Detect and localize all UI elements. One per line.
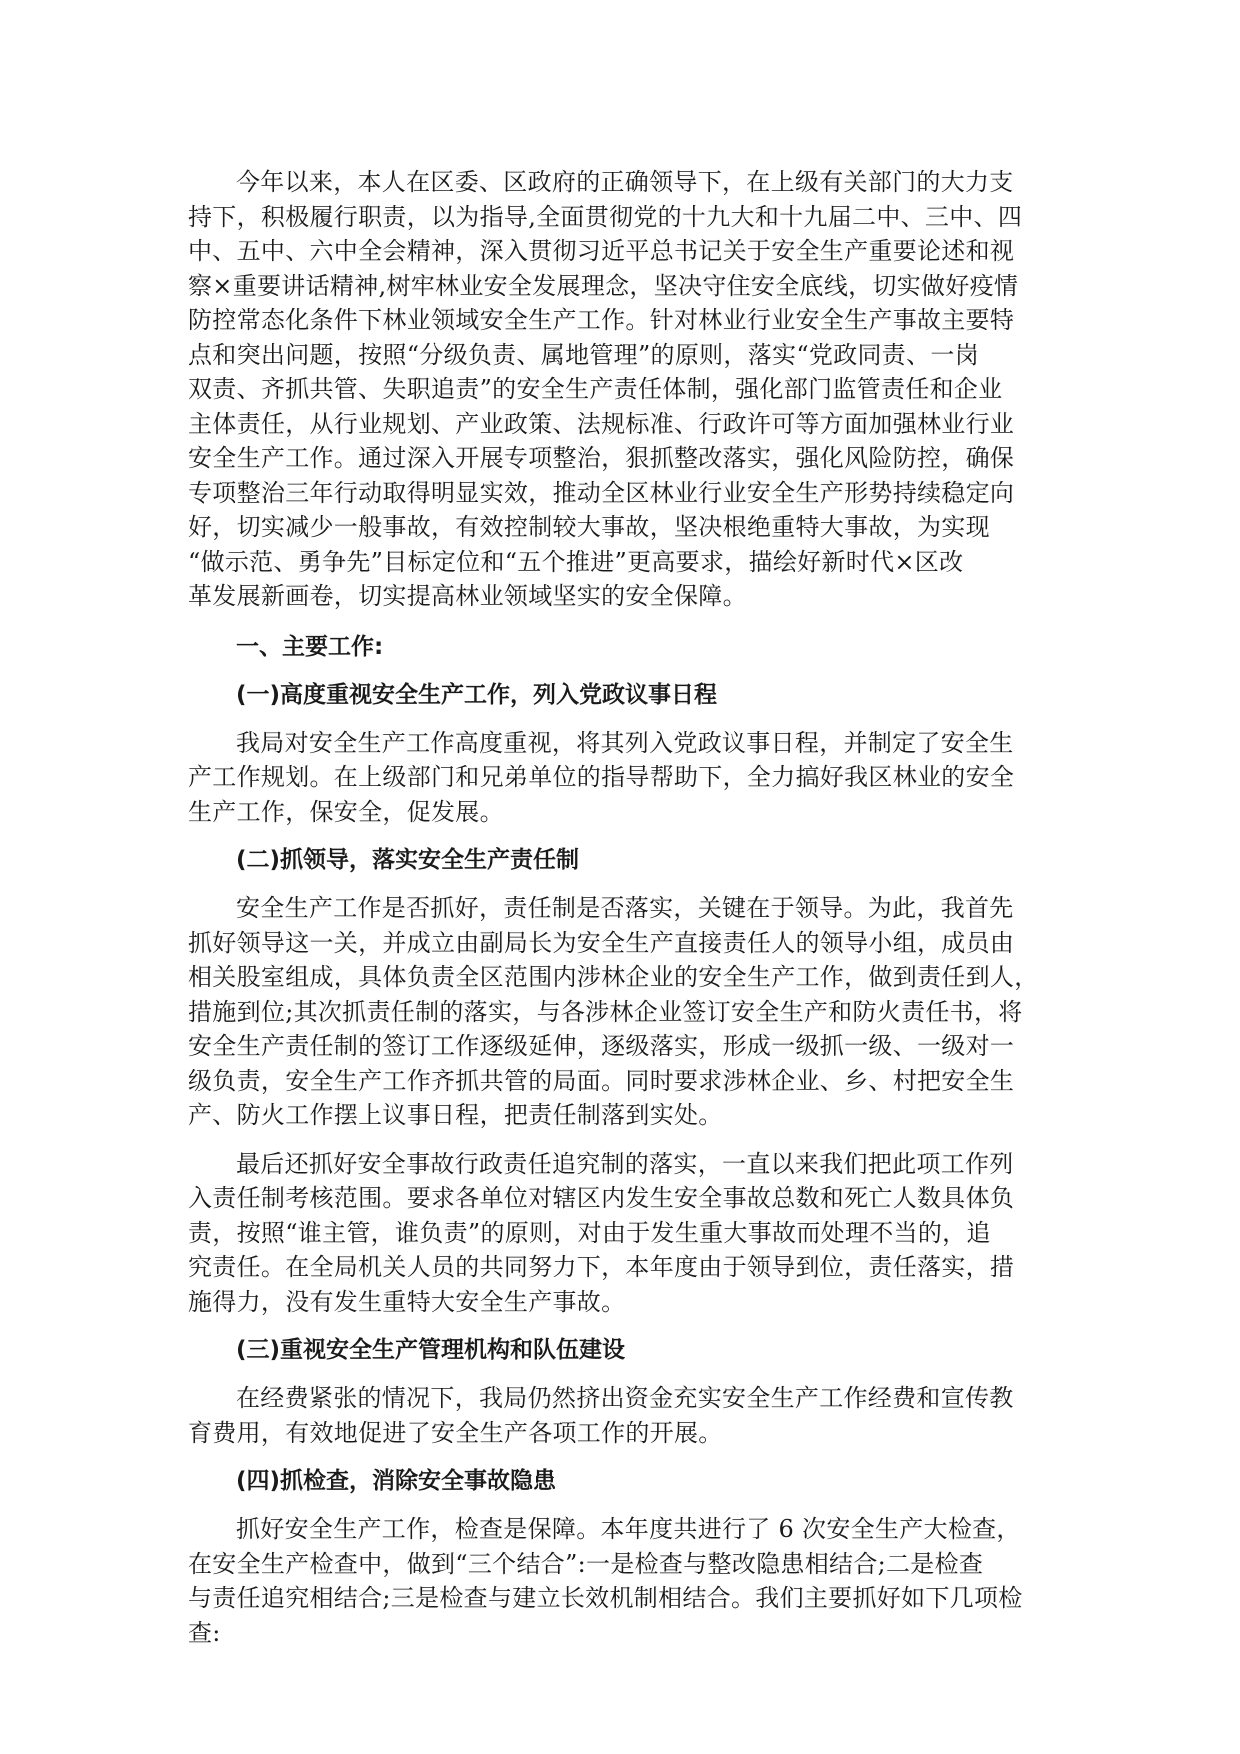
text-line: 好，切实减少一般事故，有效控制较大事故，坚决根绝重特大事故，为实现	[188, 513, 990, 541]
text-line: 专项整治三年行动取得明显实效，推动全区林业行业安全生产形势持续稳定向	[188, 478, 1015, 507]
text-line: 革发展新画卷，切实提高林业领域坚实的安全保障。	[188, 582, 747, 610]
subsection-2-paragraph-2	[188, 1147, 1068, 1320]
text-line: 生产工作，保安全，促发展。	[188, 797, 504, 826]
text-line: 相关股室组成，具体负责全区范围内涉林企业的安全生产工作，做到责任到人，	[188, 963, 1039, 991]
text-line: 抓好安全生产工作，检查是保障。本年度共进行了 6 次安全生产大检查，	[236, 1515, 1021, 1543]
text-line: 育费用，有效地促进了安全生产各项工作的开展。	[188, 1418, 723, 1447]
text-line: 抓好领导这一关，并成立由副局长为安全生产直接责任人的领导小组，成员由	[188, 928, 1015, 957]
text-line: 察×重要讲话精神,树牢林业安全发展理念，坚决守住安全底线，切实做好疫情	[188, 271, 1019, 300]
text-line: 我局对安全生产工作高度重视，将其列入党政议事日程，并制定了安全生	[236, 728, 1014, 757]
text-line: 施得力，没有发生重特大安全生产事故。	[188, 1287, 626, 1316]
text-line: 安全生产工作。通过深入开展专项整治，狠抓整改落实，强化风险防控，确保	[188, 444, 1015, 472]
subsection-title-1: (一)高度重视安全生产工作，列入党政议事日程	[236, 681, 718, 708]
text-line: 安全生产工作是否抓好，责任制是否落实，关键在于领导。为此，我首先	[236, 894, 1014, 922]
subsection-1-paragraph	[188, 726, 1068, 830]
text-line: 产工作规划。在上级部门和兄弟单位的指导帮助下，全力搞好我区林业的安全	[188, 763, 1015, 791]
text-line: 在安全生产检查中，做到“三个结合”:一是检查与整改隐患相结合;二是检查	[188, 1549, 984, 1578]
text-line: 今年以来，本人在区委、区政府的正确领导下，在上级有关部门的大力支	[236, 168, 1014, 196]
section-title: 一、主要工作:	[236, 633, 384, 660]
subsection-4-paragraph	[188, 1512, 1068, 1650]
subsection-3-paragraph	[188, 1381, 1068, 1450]
text-line: 双责、齐抓共管、失职追责”的安全生产责任体制，强化部门监管责任和企业	[188, 375, 1003, 403]
text-line: 责，按照“谁主管，谁负责”的原则，对由于发生重大事故而处理不当的，追	[188, 1218, 991, 1247]
text-line: 级负责，安全生产工作齐抓共管的局面。同时要求涉林企业、乡、村把安全生	[188, 1066, 1015, 1095]
text-line: 中、五中、六中全会精神，深入贯彻习近平总书记关于安全生产重要论述和视	[188, 237, 1015, 265]
text-line: 产、防火工作摆上议事日程，把责任制落到实处。	[188, 1101, 723, 1129]
subsection-2-paragraph-1	[188, 891, 1068, 1133]
subsection-title-4: (四)抓检查，消除安全事故隐患	[236, 1468, 557, 1494]
subsection-title-3: (三)重视安全生产管理机构和队伍建设	[236, 1337, 626, 1363]
text-line: 点和突出问题，按照“分级负责、属地管理”的原则，落实“党政同责、一岗	[188, 340, 980, 369]
text-line: 防控常态化条件下林业领域安全生产工作。针对林业行业安全生产事故主要特	[188, 306, 1015, 334]
text-line: 措施到位;其次抓责任制的落实，与各涉林企业签订安全生产和防火责任书，将	[188, 997, 1023, 1026]
text-line: 查:	[188, 1618, 221, 1647]
text-line: 最后还抓好安全事故行政责任追究制的落实，一直以来我们把此项工作列	[236, 1149, 1014, 1178]
text-line: 与责任追究相结合;三是检查与建立长效机制相结合。我们主要抓好如下几项检	[188, 1584, 1023, 1612]
text-line: “做示范、勇争先”目标定位和“五个推进”更高要求，描绘好新时代×区改	[188, 547, 964, 576]
text-line: 在经费紧张的情况下，我局仍然挤出资金充实安全生产工作经费和宣传教	[236, 1384, 1014, 1412]
text-line: 入责任制考核范围。要求各单位对辖区内发生安全事故总数和死亡人数具体负	[188, 1184, 1015, 1212]
text-line: 主体责任，从行业规划、产业政策、法规标准、行政许可等方面加强林业行业	[188, 409, 1015, 438]
document-page	[188, 165, 1068, 1650]
subsection-title-2: (二)抓领导，落实安全生产责任制	[236, 847, 580, 873]
intro-paragraph	[188, 165, 1068, 614]
text-line: 安全生产责任制的签订工作逐级延伸，逐级落实，形成一级抓一级、一级对一	[188, 1032, 1015, 1060]
text-line: 究责任。在全局机关人员的共同努力下，本年度由于领导到位，责任落实，措	[188, 1253, 1015, 1281]
text-line: 持下，积极履行职责，以为指导,全面贯彻党的十九大和十九届二中、三中、四	[188, 202, 1023, 231]
